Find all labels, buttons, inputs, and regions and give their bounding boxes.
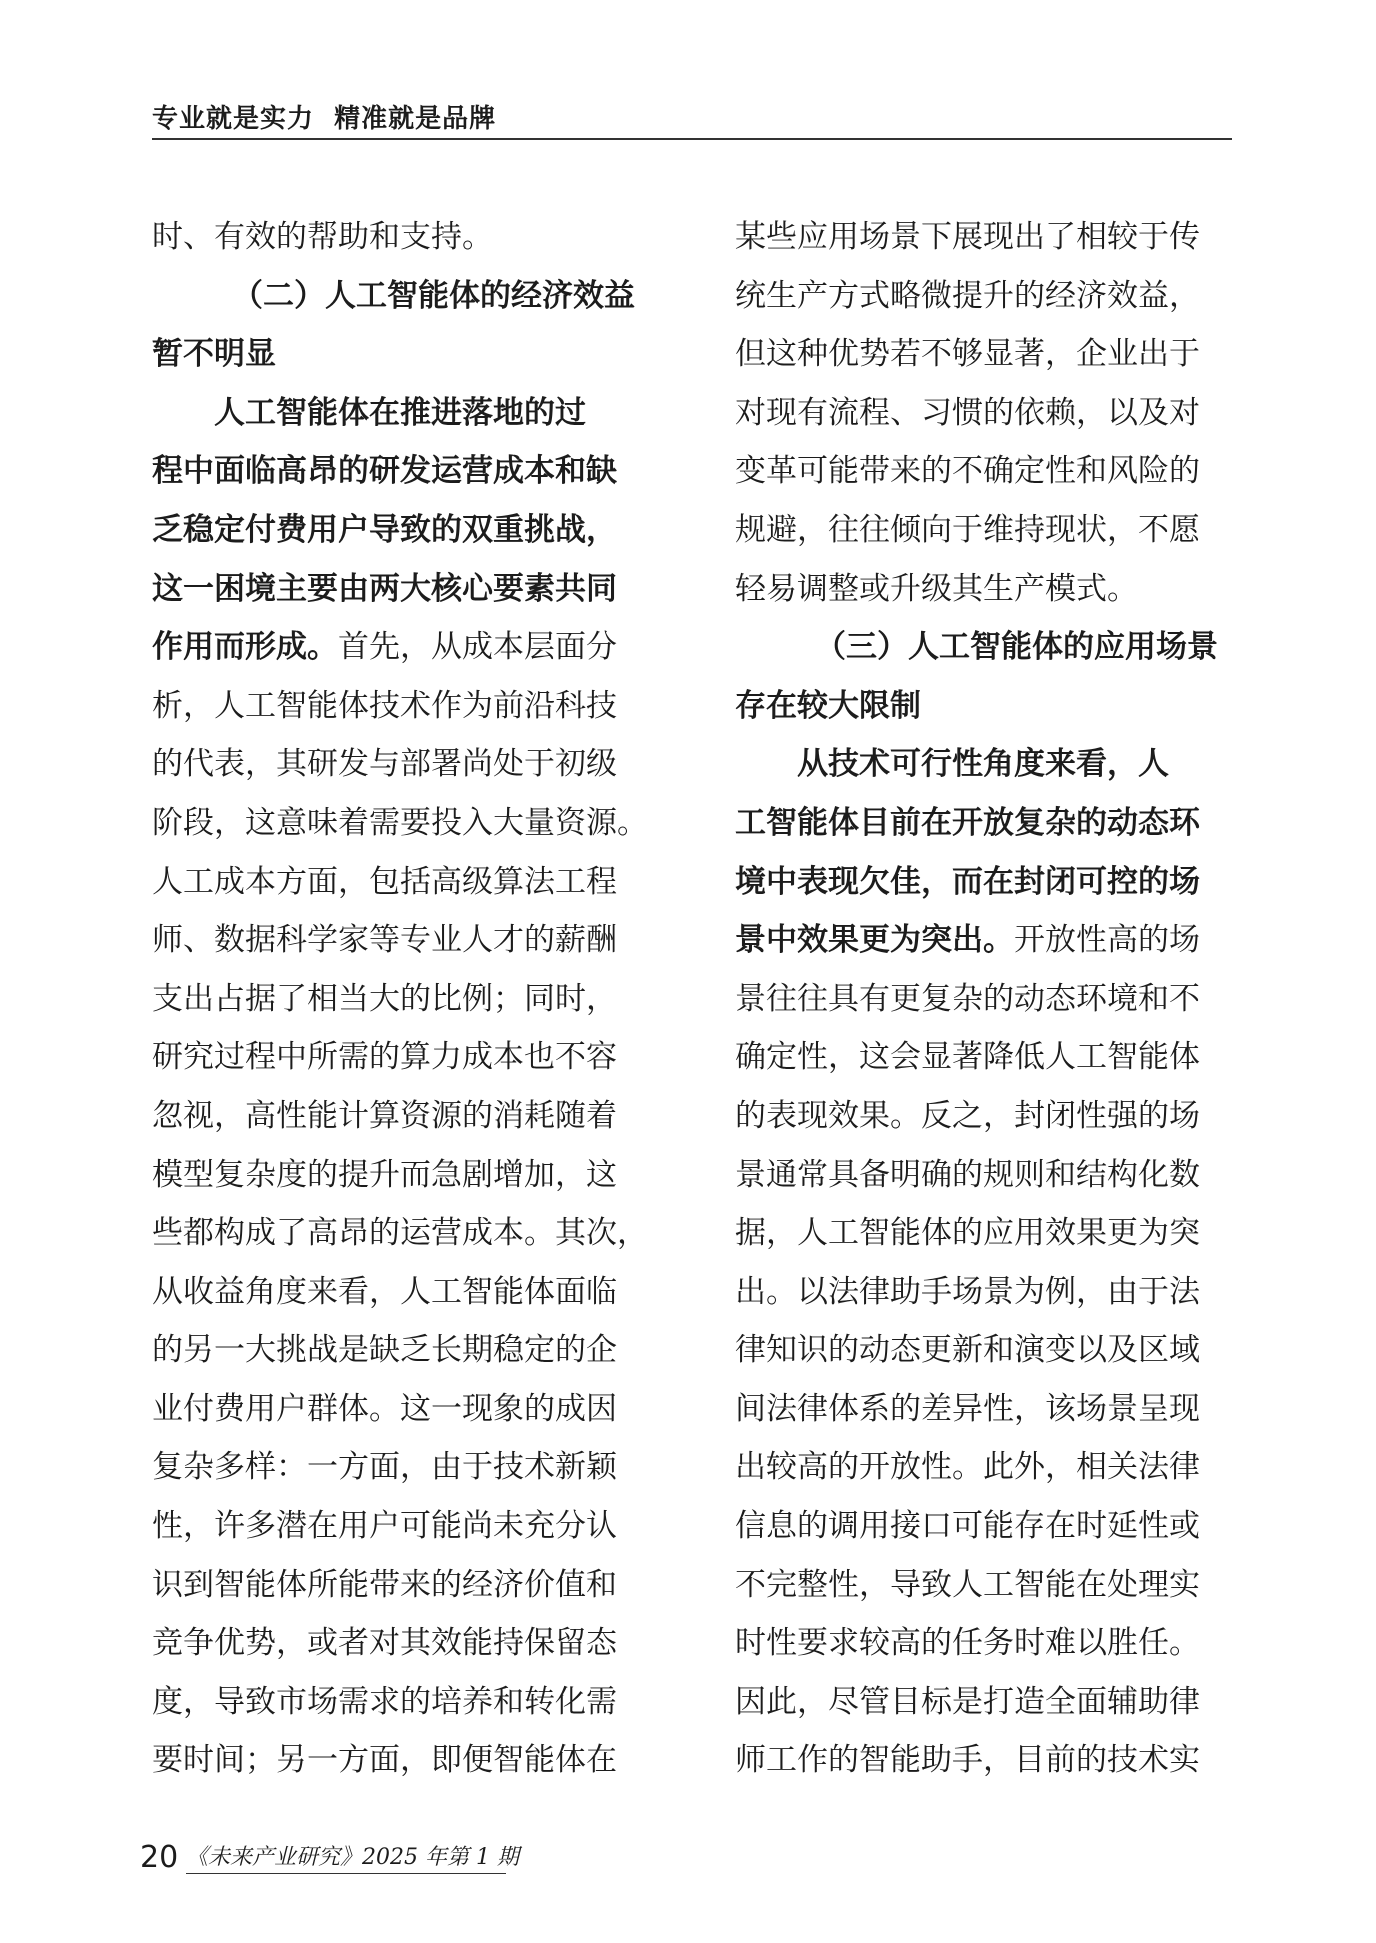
section-heading-3: （三）人工智能体的应用场景 <box>815 629 1218 666</box>
section-heading-2-cont: 暂不明显 <box>152 336 276 373</box>
right-column <box>735 208 1235 1790</box>
text-line: 识到智能体所能带来的经济价值和 <box>152 1566 617 1603</box>
text-line: 规避，往往倾向于维持现状，不愿 <box>735 511 1200 548</box>
mixed-line: 作用而形成。首先，从成本层面分 <box>152 629 617 666</box>
text-line: 不完整性，导致人工智能在处理实 <box>735 1566 1200 1603</box>
running-header <box>152 96 1232 140</box>
text-line: 对现有流程、习惯的依赖，以及对 <box>735 394 1200 431</box>
text-line: 从收益角度来看，人工智能体面临 <box>152 1273 617 1310</box>
text-line: 统生产方式略微提升的经济效益， <box>735 277 1200 314</box>
text-line: 要时间；另一方面，即便智能体在 <box>152 1742 617 1779</box>
text-line: 时性要求较高的任务时难以胜任。 <box>735 1625 1200 1662</box>
text-line: 的另一大挑战是缺乏长期稳定的企 <box>152 1332 617 1369</box>
section-heading-2: （二）人工智能体的经济效益 <box>232 277 635 314</box>
text-line: 模型复杂度的提升而急剧增加，这 <box>152 1156 617 1193</box>
text-line: 师、数据科学家等专业人才的薪酬 <box>152 922 617 959</box>
text-line: 据，人工智能体的应用效果更为突 <box>735 1215 1200 1252</box>
text-line: 某些应用场景下展现出了相较于传 <box>735 219 1200 255</box>
text-line: 信息的调用接口可能存在时延性或 <box>735 1508 1200 1545</box>
bold-lead-line: 乏稳定付费用户导致的双重挑战， <box>152 511 617 548</box>
text-line: 度，导致市场需求的培养和转化需 <box>152 1683 617 1720</box>
text-line: 忽视，高性能计算资源的消耗随着 <box>152 1097 617 1134</box>
text-line: 研究过程中所需的算力成本也不容 <box>152 1039 617 1076</box>
bold-lead-line: 境中表现欠佳，而在封闭可控的场 <box>735 863 1200 900</box>
left-column <box>152 208 652 1790</box>
bold-lead-line: 人工智能体在推进落地的过 <box>214 394 586 431</box>
text-line: 师工作的智能助手，目前的技术实 <box>735 1742 1200 1779</box>
text-line: 轻易调整或升级其生产模式。 <box>735 570 1138 607</box>
text-line: 业付费用户群体。这一现象的成因 <box>152 1390 617 1427</box>
bold-lead-line: 从技术可行性角度来看，人 <box>797 746 1169 783</box>
text-line: 的代表，其研发与部署尚处于初级 <box>152 746 617 783</box>
text-line: 出较高的开放性。此外，相关法律 <box>735 1449 1200 1486</box>
text-line: 人工成本方面，包括高级算法工程 <box>152 863 617 900</box>
bold-lead-line: 工智能体目前在开放复杂的动态环 <box>735 804 1200 841</box>
text-line: 性，许多潜在用户可能尚未充分认 <box>152 1508 617 1545</box>
text-line: 时、有效的帮助和支持。 <box>152 219 493 255</box>
section-heading-3-cont: 存在较大限制 <box>735 687 921 724</box>
bold-lead-line: 这一困境主要由两大核心要素共同 <box>152 570 617 607</box>
text-line: 变革可能带来的不确定性和风险的 <box>735 453 1200 490</box>
bold-lead-line: 程中面临高昂的研发运营成本和缺 <box>152 453 617 490</box>
page-number: 20 <box>140 1840 179 1875</box>
text-line: 复杂多样：一方面，由于技术新颖 <box>152 1449 617 1486</box>
text-line: 间法律体系的差异性，该场景呈现 <box>735 1390 1200 1427</box>
text-line: 析，人工智能体技术作为前沿科技 <box>152 687 617 724</box>
text-line: 支出占据了相当大的比例；同时， <box>152 980 617 1017</box>
text-line: 竞争优势，或者对其效能持保留态 <box>152 1625 617 1662</box>
text-line: 阶段，这意味着需要投入大量资源。 <box>152 804 648 841</box>
text-line: 景往往具有更复杂的动态环境和不 <box>735 980 1200 1017</box>
text-line: 些都构成了高昂的运营成本。其次， <box>152 1215 648 1252</box>
text-line: 的表现效果。反之，封闭性强的场 <box>735 1097 1200 1134</box>
journal-citation: 《未来产业研究》2025 年第 1 期 <box>186 1840 506 1874</box>
text-line: 景通常具备明确的规则和结构化数 <box>735 1156 1200 1193</box>
text-line: 但这种优势若不够显著，企业出于 <box>735 336 1200 373</box>
text-line: 出。以法律助手场景为例，由于法 <box>735 1273 1200 1310</box>
text-line: 律知识的动态更新和演变以及区域 <box>735 1332 1200 1369</box>
text-line: 确定性，这会显著降低人工智能体 <box>735 1039 1200 1076</box>
text-line: 因此，尽管目标是打造全面辅助律 <box>735 1683 1200 1720</box>
mixed-line: 景中效果更为突出。开放性高的场 <box>735 922 1200 959</box>
header-slogan: 专业就是实力 精准就是品牌 <box>152 104 497 134</box>
